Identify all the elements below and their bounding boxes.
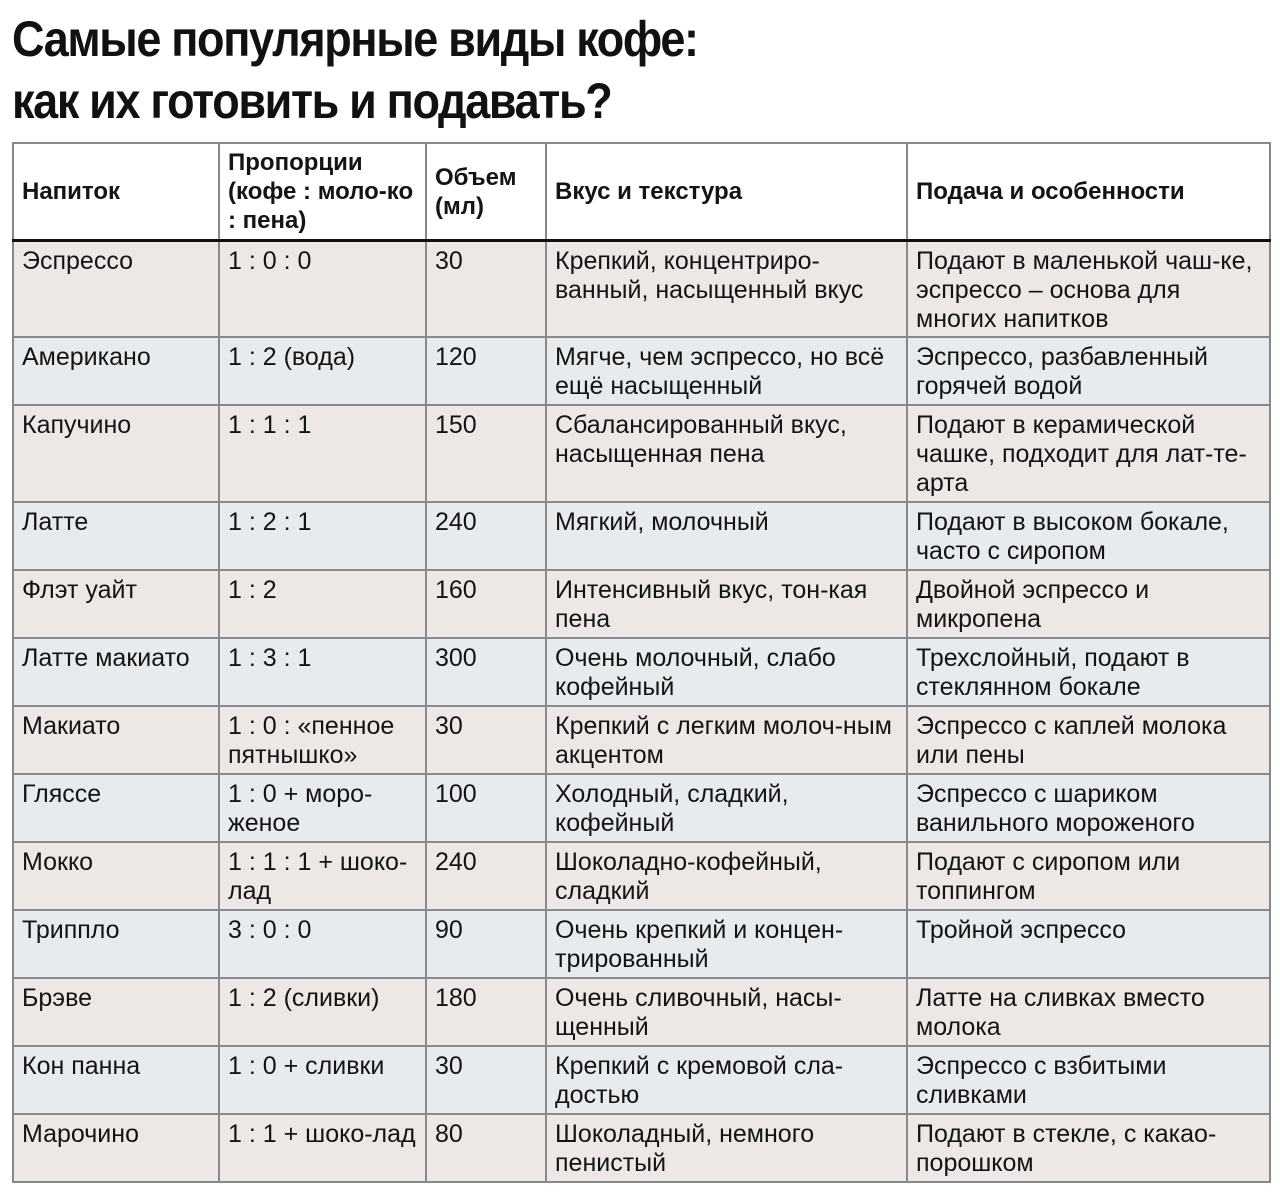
serving-cell: Трехслойный, подают в стеклянном бокале: [907, 638, 1270, 706]
taste-cell: Интенсивный вкус, тон-кая пена: [546, 570, 907, 638]
volume-cell: 120: [426, 337, 546, 405]
table-header: [13, 143, 1270, 241]
drink-cell: Капучино: [13, 405, 219, 502]
taste-cell: Крепкий с кремовой сла-достью: [546, 1046, 907, 1114]
drink-cell: Брэве: [13, 978, 219, 1046]
serving-cell: Подают в керамической чашке, подходит для лат-те-арта: [907, 405, 1270, 502]
drink-cell: Гляссе: [13, 774, 219, 842]
title-line-2: как их готовить и подавать?: [12, 73, 612, 129]
proportions-cell: 3 : 0 : 0: [219, 910, 426, 978]
taste-cell: Мягкий, молочный: [546, 502, 907, 570]
table-row: [13, 502, 1270, 570]
table-row: [13, 842, 1270, 910]
serving-cell: Подают в стекле, с какао-порошком: [907, 1114, 1270, 1182]
drink-cell: Флэт уайт: [13, 570, 219, 638]
header-row: [13, 143, 1270, 241]
drink-cell: Американо: [13, 337, 219, 405]
table-row: [13, 774, 1270, 842]
table-row: [13, 910, 1270, 978]
proportions-cell: 1 : 0 : «пенное пятнышко»: [219, 706, 426, 774]
proportions-cell: 1 : 1 : 1 + шоко-лад: [219, 842, 426, 910]
taste-cell: Шоколадно-кофейный, сладкий: [546, 842, 907, 910]
proportions-cell: 1 : 2: [219, 570, 426, 638]
drink-cell: Триппло: [13, 910, 219, 978]
header-volume: Объем (мл): [426, 143, 546, 241]
volume-cell: 180: [426, 978, 546, 1046]
volume-cell: 240: [426, 842, 546, 910]
taste-cell: Мягче, чем эспрессо, но всё ещё насыщенный: [546, 337, 907, 405]
volume-cell: 300: [426, 638, 546, 706]
proportions-cell: 1 : 2 (вода): [219, 337, 426, 405]
table-row: [13, 706, 1270, 774]
header-drink: Напиток: [13, 143, 219, 241]
taste-cell: Очень молочный, слабо кофейный: [546, 638, 907, 706]
table-row: [13, 638, 1270, 706]
volume-cell: 240: [426, 502, 546, 570]
volume-cell: 90: [426, 910, 546, 978]
serving-cell: Эспрессо, разбавленный горячей водой: [907, 337, 1270, 405]
drink-cell: Латте: [13, 502, 219, 570]
serving-cell: Латте на сливках вместо молока: [907, 978, 1270, 1046]
drink-cell: Марочино: [13, 1114, 219, 1182]
volume-cell: 150: [426, 405, 546, 502]
serving-cell: Тройной эспрессо: [907, 910, 1270, 978]
serving-cell: Двойной эспрессо и микропена: [907, 570, 1270, 638]
taste-cell: Шоколадный, немного пенистый: [546, 1114, 907, 1182]
serving-cell: Эспрессо с каплей молока или пены: [907, 706, 1270, 774]
taste-cell: Крепкий с легким молоч-ным акцентом: [546, 706, 907, 774]
proportions-cell: 1 : 0 + сливки: [219, 1046, 426, 1114]
drink-cell: Латте макиато: [13, 638, 219, 706]
volume-cell: 100: [426, 774, 546, 842]
proportions-cell: 1 : 0 + моро-женое: [219, 774, 426, 842]
volume-cell: 80: [426, 1114, 546, 1182]
header-serving: Подача и особенности: [907, 143, 1270, 241]
serving-cell: Подают в маленькой чаш-ке, эспрессо – основа для многих напитков: [907, 241, 1270, 337]
taste-cell: Холодный, сладкий, кофейный: [546, 774, 907, 842]
proportions-cell: 1 : 1 : 1: [219, 405, 426, 502]
table-row: [13, 1114, 1270, 1182]
serving-cell: Эспрессо с шариком ванильного мороженого: [907, 774, 1270, 842]
volume-cell: 30: [426, 241, 546, 337]
taste-cell: Очень крепкий и концен-трированный: [546, 910, 907, 978]
table-row: [13, 337, 1270, 405]
table-row: [13, 1046, 1270, 1114]
table-row: [13, 405, 1270, 502]
serving-cell: Эспрессо с взбитыми сливками: [907, 1046, 1270, 1114]
table-row: [13, 978, 1270, 1046]
drink-cell: Эспрессо: [13, 241, 219, 337]
coffee-table: [12, 142, 1271, 1183]
volume-cell: 30: [426, 1046, 546, 1114]
header-taste: Вкус и текстура: [546, 143, 907, 241]
volume-cell: 160: [426, 570, 546, 638]
proportions-cell: 1 : 1 + шоко-лад: [219, 1114, 426, 1182]
serving-cell: Подают в высоком бокале, часто с сиропом: [907, 502, 1270, 570]
proportions-cell: 1 : 2 : 1: [219, 502, 426, 570]
proportions-cell: 1 : 0 : 0: [219, 241, 426, 337]
taste-cell: Крепкий, концентриро-ванный, насыщенный вкус: [546, 241, 907, 337]
proportions-cell: 1 : 3 : 1: [219, 638, 426, 706]
table-row: [13, 570, 1270, 638]
header-proportions: Пропорции (кофе : моло-ко : пена): [219, 143, 426, 241]
serving-cell: Подают с сиропом или топпингом: [907, 842, 1270, 910]
page-title: [12, 8, 1146, 132]
volume-cell: 30: [426, 706, 546, 774]
drink-cell: Кон панна: [13, 1046, 219, 1114]
drink-cell: Мокко: [13, 842, 219, 910]
drink-cell: Макиато: [13, 706, 219, 774]
table-body: [13, 241, 1270, 1182]
proportions-cell: 1 : 2 (сливки): [219, 978, 426, 1046]
table-row: [13, 241, 1270, 337]
title-line-1: Самые популярные виды кофе:: [12, 11, 698, 67]
taste-cell: Очень сливочный, насы-щенный: [546, 978, 907, 1046]
taste-cell: Сбалансированный вкус, насыщенная пена: [546, 405, 907, 502]
